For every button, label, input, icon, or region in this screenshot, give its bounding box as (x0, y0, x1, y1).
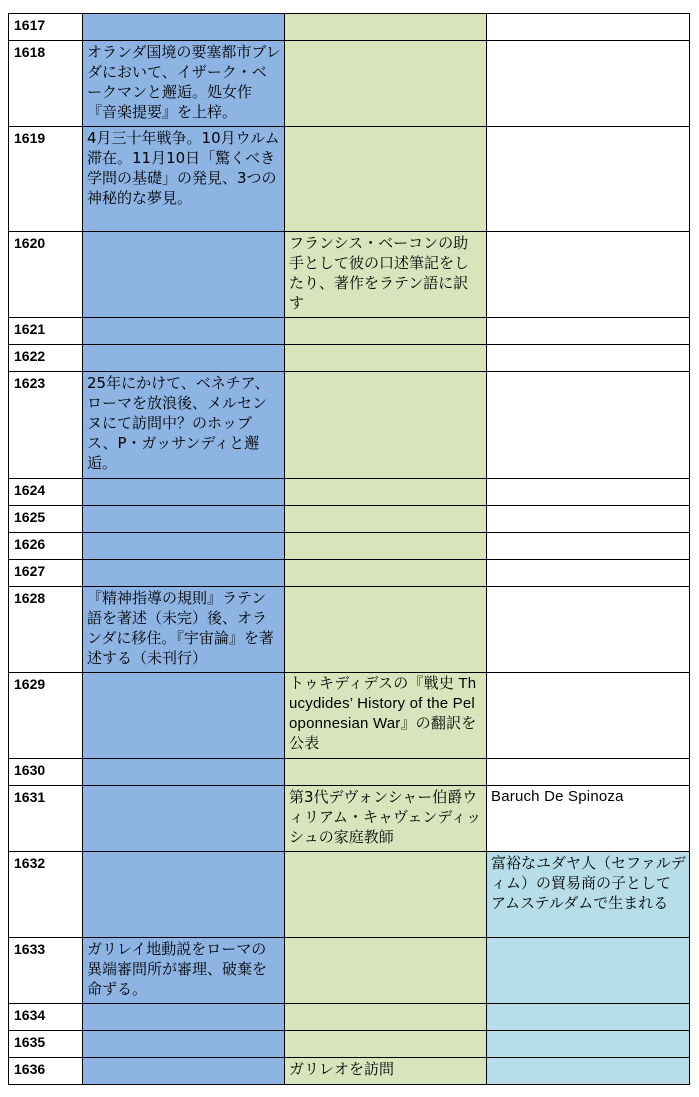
table-row (9, 127, 690, 232)
table-row (9, 506, 690, 533)
cell-col2[interactable] (285, 318, 487, 345)
table-row (9, 852, 690, 938)
table-row (9, 1031, 690, 1058)
cell-col2[interactable]: ガリレオを訪問 (285, 1058, 487, 1085)
year-cell[interactable]: 1617 (9, 14, 83, 41)
cell-col1[interactable]: 25年にかけて、ベネチア、ローマを放浪後、メルセンヌにて訪問中？のホッブス、P・ガッサンディと邂逅。 (83, 372, 285, 479)
cell-col1[interactable] (83, 506, 285, 533)
cell-col2[interactable] (285, 127, 487, 232)
year-cell[interactable]: 1620 (9, 232, 83, 318)
cell-col2[interactable] (285, 14, 487, 41)
cell-col3[interactable] (487, 1031, 690, 1058)
cell-col1[interactable] (83, 560, 285, 587)
cell-col2[interactable] (285, 938, 487, 1004)
cell-col3[interactable] (487, 127, 690, 232)
cell-col1[interactable]: 4月三十年戦争。10月ウルム滞在。11月10日「驚くべき学問の基礎」の発見、3つの神秘的な夢見。 (83, 127, 285, 232)
cell-col3[interactable] (487, 345, 690, 372)
year-cell[interactable]: 1622 (9, 345, 83, 372)
year-cell[interactable]: 1633 (9, 938, 83, 1004)
cell-col1[interactable]: オランダ国境の要塞都市ブレダにおいて、イザーク・ベークマンと邂逅。処女作『音楽提要』を上梓。 (83, 41, 285, 127)
year-cell[interactable]: 1630 (9, 759, 83, 786)
cell-col3[interactable] (487, 938, 690, 1004)
cell-col2[interactable]: トゥキディデスの『戦史 Thucydides’ History of the Peloponnesian War』の翻訳を公表 (285, 673, 487, 759)
table-row (9, 673, 690, 759)
table-row (9, 938, 690, 1004)
year-cell[interactable]: 1623 (9, 372, 83, 479)
cell-col3[interactable] (487, 14, 690, 41)
year-cell[interactable]: 1629 (9, 673, 83, 759)
table-row (9, 1004, 690, 1031)
year-cell[interactable]: 1624 (9, 479, 83, 506)
cell-col3[interactable] (487, 372, 690, 479)
cell-col3[interactable] (487, 41, 690, 127)
cell-col3[interactable] (487, 506, 690, 533)
year-cell[interactable]: 1618 (9, 41, 83, 127)
table-row (9, 759, 690, 786)
cell-col1[interactable] (83, 673, 285, 759)
cell-col1[interactable] (83, 533, 285, 560)
cell-col3[interactable] (487, 1058, 690, 1085)
table-row (9, 786, 690, 852)
cell-col2[interactable]: 第3代デヴォンシャー伯爵ウィリアム・キャヴェンディッシュの家庭教師 (285, 786, 487, 852)
cell-col2[interactable] (285, 587, 487, 673)
cell-col3[interactable] (487, 232, 690, 318)
cell-col3[interactable] (487, 759, 690, 786)
cell-col2[interactable] (285, 759, 487, 786)
year-cell[interactable]: 1621 (9, 318, 83, 345)
cell-col3[interactable]: 富裕なユダヤ人（セファルディム）の貿易商の子としてアムステルダムで生まれる (487, 852, 690, 938)
cell-col1[interactable] (83, 786, 285, 852)
table-row (9, 14, 690, 41)
cell-col3[interactable] (487, 533, 690, 560)
table-row (9, 345, 690, 372)
cell-col2[interactable] (285, 560, 487, 587)
timeline-table (8, 13, 690, 1085)
year-cell[interactable]: 1636 (9, 1058, 83, 1085)
table-row (9, 232, 690, 318)
table-row (9, 479, 690, 506)
cell-col2[interactable] (285, 1031, 487, 1058)
year-cell[interactable]: 1619 (9, 127, 83, 232)
cell-col1[interactable] (83, 479, 285, 506)
year-cell[interactable]: 1634 (9, 1004, 83, 1031)
table-row (9, 533, 690, 560)
cell-col1[interactable] (83, 232, 285, 318)
cell-col1[interactable] (83, 1004, 285, 1031)
cell-col1[interactable] (83, 852, 285, 938)
cell-col2[interactable] (285, 479, 487, 506)
table-row (9, 318, 690, 345)
table-row (9, 560, 690, 587)
year-cell[interactable]: 1626 (9, 533, 83, 560)
cell-col2[interactable] (285, 506, 487, 533)
year-cell[interactable]: 1632 (9, 852, 83, 938)
cell-col3[interactable] (487, 587, 690, 673)
cell-col3[interactable] (487, 673, 690, 759)
cell-col2[interactable]: フランシス・ベーコンの助手として彼の口述筆記をしたり、著作をラテン語に訳す (285, 232, 487, 318)
cell-col2[interactable] (285, 41, 487, 127)
table-row (9, 1058, 690, 1085)
cell-col1[interactable]: ガリレイ地動説をローマの異端審問所が審理、破棄を命ずる。 (83, 938, 285, 1004)
cell-col3[interactable] (487, 560, 690, 587)
cell-col1[interactable]: 『精神指導の規則』ラテン語を著述（未完）後、オランダに移住。『宇宙論』を著述する（未刊行） (83, 587, 285, 673)
year-cell[interactable]: 1627 (9, 560, 83, 587)
cell-col3[interactable]: Baruch De Spinoza (487, 786, 690, 852)
cell-col1[interactable] (83, 318, 285, 345)
table-row (9, 41, 690, 127)
cell-col1[interactable] (83, 1031, 285, 1058)
cell-col2[interactable] (285, 852, 487, 938)
cell-col1[interactable] (83, 14, 285, 41)
cell-col1[interactable] (83, 759, 285, 786)
year-cell[interactable]: 1635 (9, 1031, 83, 1058)
table-row (9, 587, 690, 673)
cell-col1[interactable] (83, 1058, 285, 1085)
year-cell[interactable]: 1628 (9, 587, 83, 673)
cell-col3[interactable] (487, 1004, 690, 1031)
cell-col1[interactable] (83, 345, 285, 372)
cell-col2[interactable] (285, 533, 487, 560)
cell-col3[interactable] (487, 479, 690, 506)
cell-col2[interactable] (285, 345, 487, 372)
year-cell[interactable]: 1625 (9, 506, 83, 533)
cell-col3[interactable] (487, 318, 690, 345)
table-row (9, 372, 690, 479)
year-cell[interactable]: 1631 (9, 786, 83, 852)
cell-col2[interactable] (285, 1004, 487, 1031)
cell-col2[interactable] (285, 372, 487, 479)
